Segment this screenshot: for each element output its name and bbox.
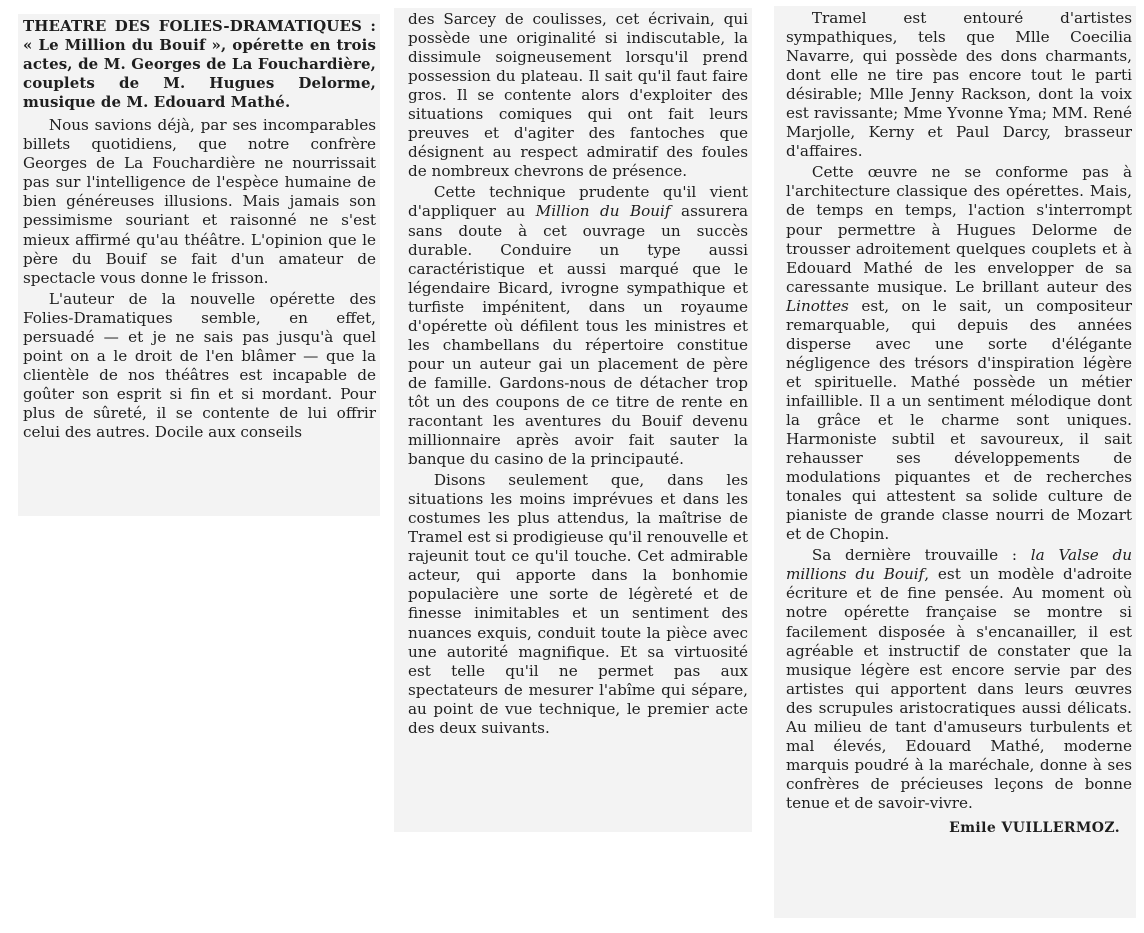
text-run: est, on le sait, un compositeur remarquable, qui depuis des années disperse avec une sorte d'élégante négligence des trésors d'inspiration légère et spirituelle. Mathé possède un métier infaillible. Il a un sentiment mélodique dont la grâce et le charme sont uniques. Harmoniste subtil et savoureux, il sait rehausser ses développements de modulations piquantes et de recherches tonales qui attestent sa solide culture de pianiste de grande classe nourri de Mozart et de Chopin. (786, 296, 1133, 544)
column-1 (18, 14, 380, 516)
title-italic: Linottes (786, 296, 849, 315)
paragraph-continued: des Sarcey de coulisses, cet écrivain, qui possède une originalité si indiscutable, la dissimule soigneusement lorsqu'il prend possession du plateau. Il sait qu'il faut faire gros. Il se contente alors d'exploiter des situations comiques qui ont fait leurs preuves et d'agiter des fantoches que désignent au respect admiratif des foules de nombreux chevrons de présence. (408, 10, 748, 181)
paragraph (408, 183, 748, 469)
paragraph (786, 546, 1132, 813)
text-run: Cette œuvre ne se conforme pas à l'architecture classique des opérettes. Mais, de temps en temps, l'action s'interrompt pour permettre à Hugues Delorme de trousser adroitement quelques couplets et à Edouard Mathé de les envelopper de sa caressante musique. Le brillant auteur des (786, 163, 1132, 296)
text-run: assurera sans doute à cet ouvrage un succès durable. Conduire un type aussi caractéristique et aussi marqué que le légendaire Bicard, ivrogne sympathique et turfiste impénitent, dans un royaume d'opérette où défilent tous les ministres et les chambellans du répertoire constitue pour un auteur gai un placement de père de famille. Gardons-nous de détacher trop tôt un des coupons de ce titre de rente en racontant les aventures du Bouif devenu millionnaire après avoir fait sauter la banque du casino de la principauté. (408, 202, 749, 469)
paragraph (786, 163, 1132, 544)
author-signature: Emile VUILLERMOZ. (949, 819, 1120, 836)
paragraph: Tramel est entouré d'artistes sympathiques, tels que Mlle Coecilia Navarre, qui possède des dons charmants, dont elle ne tire pas encore tout le parti désirable; Mlle Jenny Rackson, dont la voix est ravissante; Mme Yvonne Yma; MM. René Marjolle, Kerny et Paul Darcy, brasseur d'affaires. (786, 9, 1132, 161)
text-run: , est un modèle d'adroite écriture et de fine pensée. Au moment où notre opérette française se montre si facilement disposée à s'encanailler, il est agréable et instructif de constater que la musique légère est encore servie par des artistes qui apportent dans leurs œuvres des scrupules aristocratiques aussi délicats. Au milieu de tant d'amuseurs turbulents et mal élevés, Edouard Mathé, moderne marquis poudré à la maréchale, donne à ses confrères de précieuses leçons de bonne tenue et de savoir-vivre. (786, 565, 1132, 812)
headline-lead: THEATRE DES FOLIES-DRAMATIQUES : (23, 17, 376, 35)
headline-rest: « Le Million du Bouif », opérette en trois actes, de M. Georges de La Fouchardière, couplets de M. Hugues Delorme, musique de M. Edouard Mathé. (23, 36, 376, 112)
paragraph: L'auteur de la nouvelle opérette des Folies-Dramatiques semble, en effet, persuadé — et je ne sais pas jusqu'à quel point on a le droit de l'en blâmer — que la clientèle de nos théâtres est incapable de goûter son esprit si fin et si mordant. Pour plus de sûreté, il se contente de lui offrir celui des autres. Docile aux conseils (23, 289, 376, 441)
paragraph: Disons seulement que, dans les situations les moins imprévues et dans les costumes les plus attendus, la maîtrise de Tramel est si prodigieuse qu'il renouvelle et rajeunit tout ce qu'il touche. Cet admirable acteur, qui apporte dans la bonhomie populacière une sorte de légèreté et de finesse inimitables et un sentiment des nuances exquis, conduit toute la pièce avec une autorité magnifique. Et sa virtuosité est telle qu'il ne permet pas aux spectateurs de mesurer l'abîme qui sépare, au point de vue technique, le premier acte des deux suivants. (408, 471, 748, 737)
paragraph: Nous savions déjà, par ses incomparables billets quotidiens, que notre confrère Georges de La Fouchardière ne nourrissait pas sur l'intelligence de l'espèce humaine de bien généreuses illusions. Mais jamais son pessimisme souriant et raisonné ne s'est mieux affirmé qu'au théâtre. L'opinion que le père du Bouif se fait d'un amateur de spectacle vous donne le frisson. (23, 116, 376, 287)
article-headline (23, 17, 376, 112)
column-2 (394, 8, 752, 832)
column-3 (774, 6, 1136, 918)
text-run: Sa dernière trouvaille : (811, 546, 1018, 565)
title-italic: la Valse du millions du Bouif (786, 546, 1133, 584)
text-run: Cette technique prudente qu'il vient d'appliquer au (408, 183, 748, 221)
title-italic: Million du Bouif (535, 202, 671, 221)
